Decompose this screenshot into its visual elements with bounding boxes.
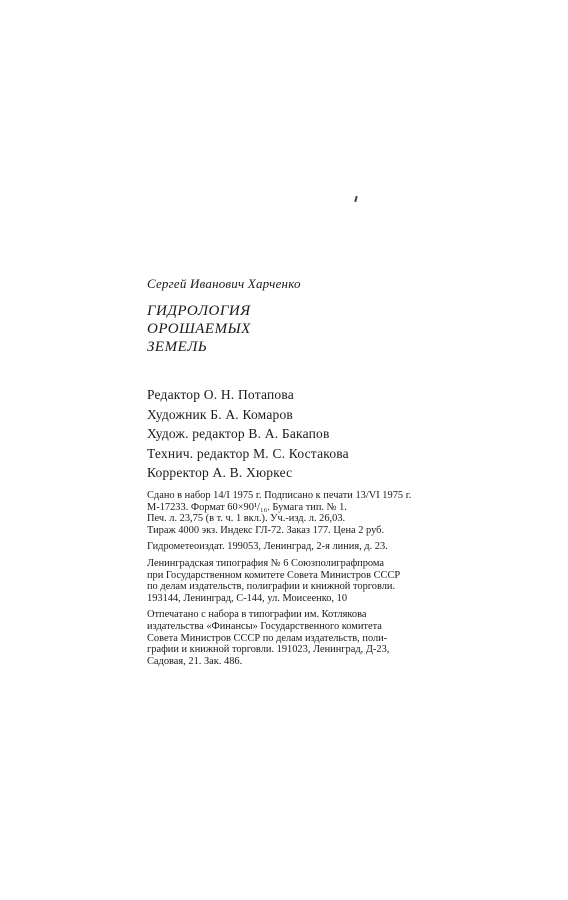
- offset-printing-note: [147, 609, 492, 667]
- imprint-line: Совета Министров СССР по делам издательств, поли-: [147, 632, 388, 644]
- publication-details: [147, 490, 492, 536]
- author-name: Сергей Иванович Харченко: [147, 276, 301, 291]
- publisher-address: [147, 541, 492, 553]
- imprint-line: 193144, Ленинград, С-144, ул. Моисеенко, 10: [147, 592, 348, 604]
- title-line: ЗЕМЕЛЬ: [147, 339, 208, 355]
- book-title: [147, 302, 251, 356]
- imprint-line: графии и книжной торговли. 191023, Ленинград, Д-23,: [147, 644, 390, 656]
- credit-technical-editor: Технич. редактор М. С. Костакова: [147, 445, 349, 461]
- imprint-line: Гидрометеоиздат. 199053, Ленинград, 2-я линия, д. 23.: [147, 541, 388, 553]
- imprint-line: Тираж 4000 экз. Индекс ГЛ-72. Заказ 177. Цена 2 руб.: [147, 524, 385, 536]
- imprint-line: М-17233. Формат 60×90¹/₁₆. Бумага тип. № 1.: [147, 501, 347, 513]
- imprint-block: [147, 490, 492, 672]
- imprint-line: при Государственном комитете Совета Министров СССР: [147, 569, 401, 581]
- credit-artist: Художник Б. А. Комаров: [147, 406, 293, 422]
- imprint-line: Печ. л. 23,75 (в т. ч. 1 вкл.). Уч.-изд. л. 26,03.: [147, 513, 346, 525]
- imprint-line: Сдано в набор 14/I 1975 г. Подписано к печати 13/VI 1975 г.: [147, 490, 412, 501]
- imprint-line: Отпечатано с набора в типографии им. Котлякова: [147, 609, 367, 621]
- imprint-line: по делам издательств, полиграфии и книжной торговли.: [147, 581, 396, 593]
- credit-editor: Редактор О. Н. Потапова: [147, 387, 294, 402]
- credit-art-editor: Худож. редактор В. А. Бакапов: [147, 426, 330, 441]
- printing-house: [147, 558, 492, 604]
- credit-proofreader: Корректор А. В. Хюркес: [147, 465, 293, 480]
- title-line: ОРОШАЕМЫХ: [147, 321, 251, 337]
- print-speck: [354, 196, 357, 202]
- imprint-line: издательства «Финансы» Государственного комитета: [147, 620, 382, 632]
- imprint-line: Садовая, 21. Зак. 486.: [147, 655, 243, 667]
- editorial-credits: [147, 385, 349, 483]
- imprint-line: Ленинградская типография № 6 Союзполиграфпрома: [147, 557, 385, 569]
- title-line: ГИДРОЛОГИЯ: [147, 303, 251, 319]
